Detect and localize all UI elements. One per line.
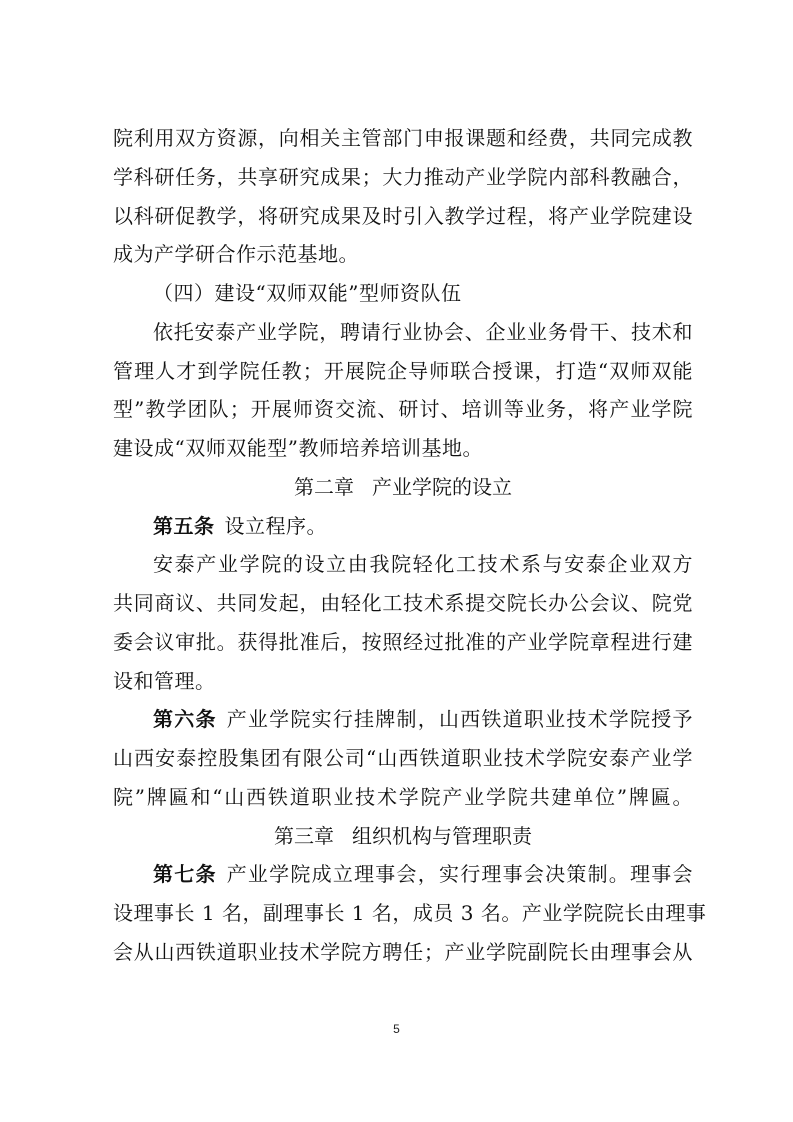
article-text: 产业学院成立理事会，实行理事会决策制。理事会 <box>226 862 693 887</box>
page-number: 5 <box>393 1022 400 1036</box>
chapter-heading <box>113 467 693 507</box>
paragraph-line: 共同商议、共同发起，由轻化工技术系提交院长办公会议、院党 <box>113 591 693 616</box>
article-line <box>153 699 693 739</box>
paragraph-line: 山西安泰控股集团有限公司“山西铁道职业技术学院安泰产业学 <box>113 746 693 771</box>
article-text: 产业学院实行挂牌制，山西铁道职业技术学院授予 <box>226 707 693 732</box>
paragraph-line: 安泰产业学院的设立由我院轻化工技术系与安泰企业双方 <box>153 552 693 577</box>
article-line <box>153 506 693 546</box>
chapter-title: 组织机构与管理职责 <box>352 823 532 848</box>
paragraph-line: 依托安泰产业学院，聘请行业协会、企业业务骨干、技术和 <box>153 319 693 344</box>
paragraph-line: 会从山西铁道职业技术学院方聘任；产业学院副院长由理事会从 <box>113 940 693 964</box>
paragraph-line: 以科研促教学，将研究成果及时引入教学过程，将产业学院建设 <box>113 203 693 228</box>
paragraph-line: 学科研任务，共享研究成果；大力推动产业学院内部科教融合， <box>113 164 693 189</box>
chapter-heading <box>113 816 693 856</box>
article-line <box>153 854 693 894</box>
article-text: 设立程序。 <box>224 513 327 538</box>
paragraph-line: 院利用双方资源，向相关主管部门申报课题和经费，共同完成教 <box>113 126 693 150</box>
paragraph-line: 院”牌匾和“山西铁道职业技术学院产业学院共建单位”牌匾。 <box>113 784 693 809</box>
paragraph-line: 建设成“双师双能型”教师培养培训基地。 <box>113 436 483 461</box>
section-title: （四）建设“双师双能”型师资队伍 <box>153 281 462 306</box>
article-label: 第七条 <box>153 862 217 887</box>
paragraph-line: 型”教学团队；开展师资交流、研讨、培训等业务，将产业学院 <box>113 397 693 422</box>
paragraph-line: 管理人才到学院任教；开展院企导师联合授课，打造“双师双能 <box>113 358 693 383</box>
paragraph-line: 设和管理。 <box>113 668 216 693</box>
chapter-number: 第三章 <box>274 823 334 848</box>
paragraph-line: 成为产学研合作示范基地。 <box>113 242 359 267</box>
chapter-title: 产业学院的设立 <box>372 474 512 499</box>
chapter-number: 第二章 <box>294 474 354 499</box>
paragraph-line: 设理事长 1 名，副理事长 1 名，成员 3 名。产业学院院长由理事 <box>113 901 707 926</box>
article-label: 第五条 <box>153 513 215 538</box>
paragraph-line: 委会议审批。获得批准后，按照经过批准的产业学院章程进行建 <box>113 629 693 654</box>
article-label: 第六条 <box>153 707 217 732</box>
